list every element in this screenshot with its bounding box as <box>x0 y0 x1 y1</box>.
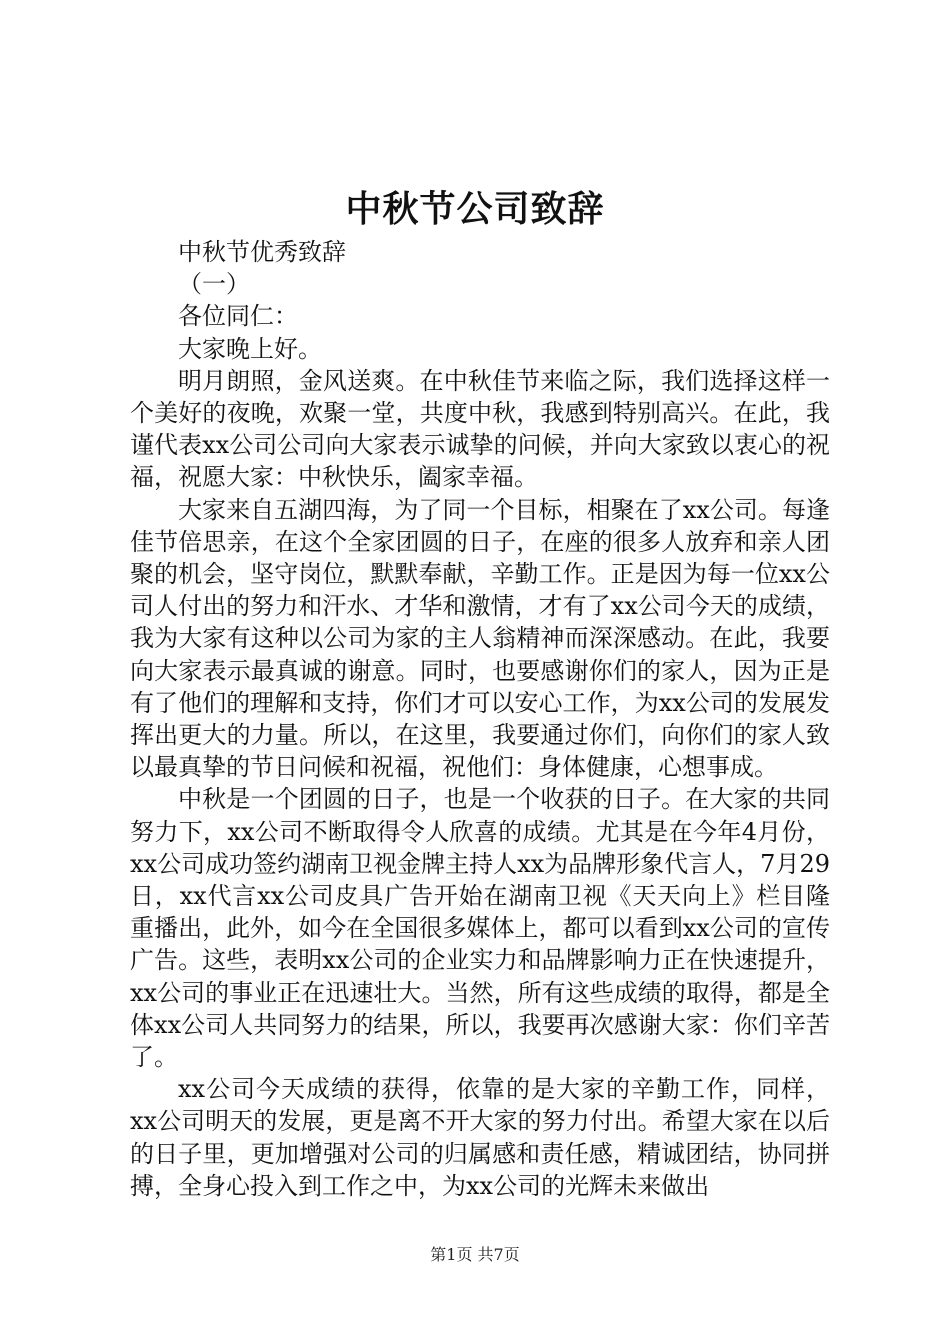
section-number: （一） <box>178 270 250 299</box>
paragraph-3: 中秋是一个团圆的日子，也是一个收获的日子。在大家的共同努力下，xx公司不断取得令人欣喜的成绩。尤其是在今年4月份，xx公司成功签约湖南卫视金牌主持人xx为品牌形象代言人，7月29日，xx代言xx公司皮具广告开始在湖南卫视《天天向上》栏目隆重播出，此外，如今在全国很多媒体上，都可以看到xx公司的宣传广告。这些，表明xx公司的企业实力和品牌影响力正在快速提升，xx公司的事业正在迅速壮大。当然，所有这些成绩的取得，都是全体xx公司人共同努力的结果，所以，我要再次感谢大家：你们辛苦了。 <box>130 785 830 1072</box>
paragraph-4: xx公司今天成绩的获得，依靠的是大家的辛勤工作，同样，xx公司明天的发展，更是离不开大家的努力付出。希望大家在以后的日子里，更加增强对公司的归属感和责任感，精诚团结，协同拼搏，全身心投入到工作之中，为xx公司的光辉未来做出 <box>130 1075 830 1200</box>
document-body <box>130 236 830 1202</box>
document-title: 中秋节公司致辞 <box>345 188 605 230</box>
salutation: 各位同仁： <box>178 302 298 331</box>
page-footer: 第1页 共7页 <box>430 1245 520 1264</box>
greeting: 大家晚上好。 <box>178 334 322 363</box>
document-subtitle: 中秋节优秀致辞 <box>178 238 346 266</box>
paragraph-1: 明月朗照，金风送爽。在中秋佳节来临之际，我们选择这样一个美好的夜晚，欢聚一堂，共度中秋，我感到特别高兴。在此，我谨代表xx公司公司向大家表示诚挚的问候，并向大家致以衷心的祝福，祝愿大家：中秋快乐，阖家幸福。 <box>130 366 830 492</box>
paragraph-2: 大家来自五湖四海，为了同一个目标，相聚在了xx公司。每逢佳节倍思亲，在这个全家团圆的日子，在座的很多人放弃和亲人团聚的机会，坚守岗位，默默奉献，辛勤工作。正是因为每一位xx公司人付出的努力和汗水、才华和激情，才有了xx公司今天的成绩，我为大家有这种以公司为家的主人翁精神而深深感动。在此，我要向大家表示最真诚的谢意。同时，也要感谢你们的家人，因为正是有了他们的理解和支持，你们才可以安心工作，为xx公司的发展发挥出更大的力量。所以，在这里，我要通过你们，向你们的家人致以最真挚的节日问候和祝福，祝他们：身体健康，心想事成。 <box>130 495 830 782</box>
